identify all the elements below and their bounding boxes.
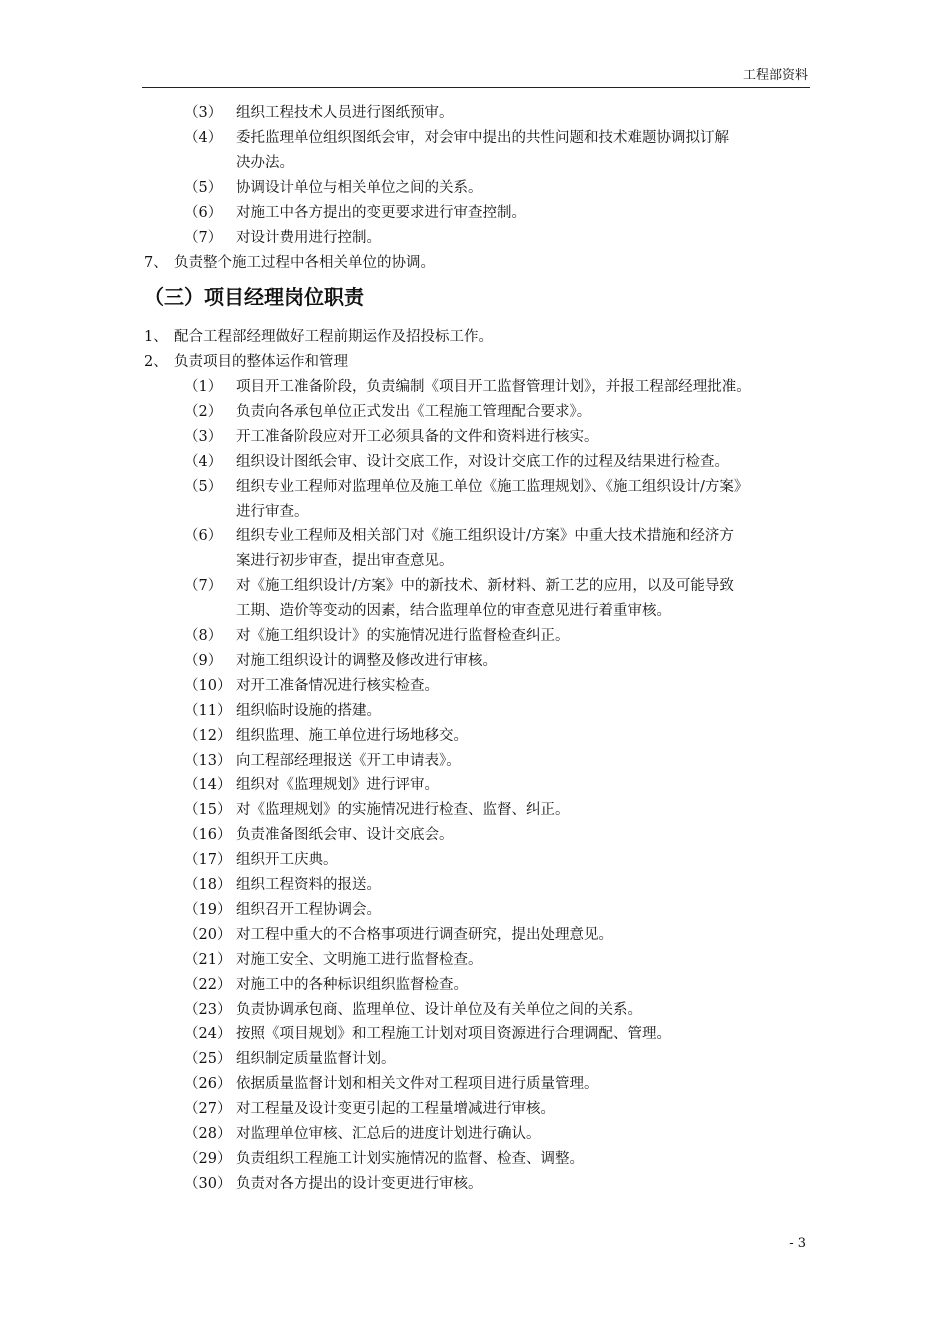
list-item-number: （27） [184,1101,232,1117]
page-header-title: 工程部资料 [742,68,808,83]
list-item-number: （15） [184,802,232,818]
list-item-text-continued: 决办法。 [236,155,294,171]
list-item-number: （11） [184,703,232,719]
list-item-text: 组织工程资料的报送。 [236,877,381,893]
list-item-text: 负责对各方提出的设计变更进行审核。 [236,1176,483,1192]
list-item-text-continued: 进行审查。 [236,504,309,520]
list-item-number: （3） [184,429,223,445]
main-item-number: 1、 [144,329,168,345]
list-item-text: 组织设计图纸会审、设计交底工作，对设计交底工作的过程及结果进行检查。 [236,454,729,470]
header-rule [142,87,810,88]
list-item-text: 对监理单位审核、汇总后的进度计划进行确认。 [236,1126,541,1142]
main-item-text: 配合工程部经理做好工程前期运作及招投标工作。 [174,329,493,345]
list-item-number: （12） [184,728,232,744]
list-item-text: 对施工中各方提出的变更要求进行审查控制。 [236,205,526,221]
list-item-text-continued: 案进行初步审查，提出审查意见。 [236,553,454,569]
list-item-number: （6） [184,528,223,544]
list-item-text: 组织专业工程师对监理单位及施工单位《施工监理规划》、《施工组织设计/方案》 [236,479,749,495]
list-item-text: 依据质量监督计划和相关文件对工程项目进行质量管理。 [236,1076,599,1092]
list-item-number: （4） [184,130,223,146]
list-item-number: （2） [184,404,223,420]
list-item-text: 组织临时设施的搭建。 [236,703,381,719]
list-item-number: （6） [184,205,223,221]
list-item-number: （20） [184,927,232,943]
list-item-text: 对《施工组织设计/方案》中的新技术、新材料、新工艺的应用，以及可能导致 [236,578,734,594]
list-item-number: （28） [184,1126,232,1142]
list-item-text: 对施工组织设计的调整及修改进行审核。 [236,653,497,669]
list-item-text: 组织监理、施工单位进行场地移交。 [236,728,468,744]
list-item-text: 对工程量及设计变更引起的工程量增减进行审核。 [236,1101,555,1117]
list-item-number: （3） [184,105,223,121]
list-item-text: 对设计费用进行控制。 [236,230,381,246]
list-item-text: 按照《项目规划》和工程施工计划对项目资源进行合理调配、管理。 [236,1026,671,1042]
list-item-text: 组织召开工程协调会。 [236,902,381,918]
page-number: - 3 [789,1236,806,1251]
list-item-number: （7） [184,230,223,246]
list-item-number: （18） [184,877,232,893]
list-item-number: （8） [184,628,223,644]
list-item-text: 组织对《监理规划》进行评审。 [236,777,439,793]
list-item-number: （7） [184,578,223,594]
list-item-text: 组织专业工程师及相关部门对《施工组织设计/方案》中重大技术措施和经济方 [236,528,734,544]
list-item-text: 负责准备图纸会审、设计交底会。 [236,827,454,843]
list-item-number: （13） [184,753,232,769]
list-item-text: 负责协调承包商、监理单位、设计单位及有关单位之间的关系。 [236,1002,642,1018]
list-item-number: （29） [184,1151,232,1167]
list-item-text: 对施工中的各种标识组织监督检查。 [236,977,468,993]
list-item-text: 委托监理单位组织图纸会审，对会审中提出的共性问题和技术难题协调拟订解 [236,130,729,146]
list-item-number: （5） [184,479,223,495]
list-item-number: （25） [184,1051,232,1067]
list-item-number: （9） [184,653,223,669]
list-item-number: （5） [184,180,223,196]
list-item-text: 开工准备阶段应对开工必须具备的文件和资料进行核实。 [236,429,599,445]
list-item-number: （22） [184,977,232,993]
list-item-text: 对施工安全、文明施工进行监督检查。 [236,952,483,968]
list-item-text: 组织开工庆典。 [236,852,338,868]
list-item-number: （17） [184,852,232,868]
list-item-number: （21） [184,952,232,968]
list-item-number: （16） [184,827,232,843]
list-item-number: （23） [184,1002,232,1018]
list-item-number: （4） [184,454,223,470]
list-item-text: 对工程中重大的不合格事项进行调查研究，提出处理意见。 [236,927,613,943]
main-item-text: 负责整个施工过程中各相关单位的协调。 [174,255,435,271]
list-item-text: 负责组织工程施工计划实施情况的监督、检查、调整。 [236,1151,584,1167]
list-item-text: 组织工程技术人员进行图纸预审。 [236,105,454,121]
list-item-text: 项目开工准备阶段，负责编制《项目开工监督管理计划》，并报工程部经理批准。 [236,379,751,395]
list-item-text: 协调设计单位与相关单位之间的关系。 [236,180,483,196]
list-item-text: 对《监理规划》的实施情况进行检查、监督、纠正。 [236,802,570,818]
list-item-text: 对《施工组织设计》的实施情况进行监督检查纠正。 [236,628,570,644]
list-item-text: 负责向各承包单位正式发出《工程施工管理配合要求》。 [236,404,592,420]
list-item-text: 向工程部经理报送《开工申请表》。 [236,753,461,769]
list-item-number: （26） [184,1076,232,1092]
main-item-text: 负责项目的整体运作和管理 [174,354,348,370]
section-title: （三）项目经理岗位职责 [144,285,364,309]
list-item-number: （19） [184,902,232,918]
list-item-text-continued: 工期、造价等变动的因素，结合监理单位的审查意见进行着重审核。 [236,603,671,619]
main-item-number: 2、 [144,354,168,370]
list-item-number: （1） [184,379,223,395]
list-item-number: （24） [184,1026,232,1042]
list-item-number: （30） [184,1176,232,1192]
list-item-number: （14） [184,777,232,793]
main-item-number: 7、 [144,255,168,271]
list-item-number: （10） [184,678,232,694]
list-item-text: 组织制定质量监督计划。 [236,1051,396,1067]
list-item-text: 对开工准备情况进行核实检查。 [236,678,439,694]
